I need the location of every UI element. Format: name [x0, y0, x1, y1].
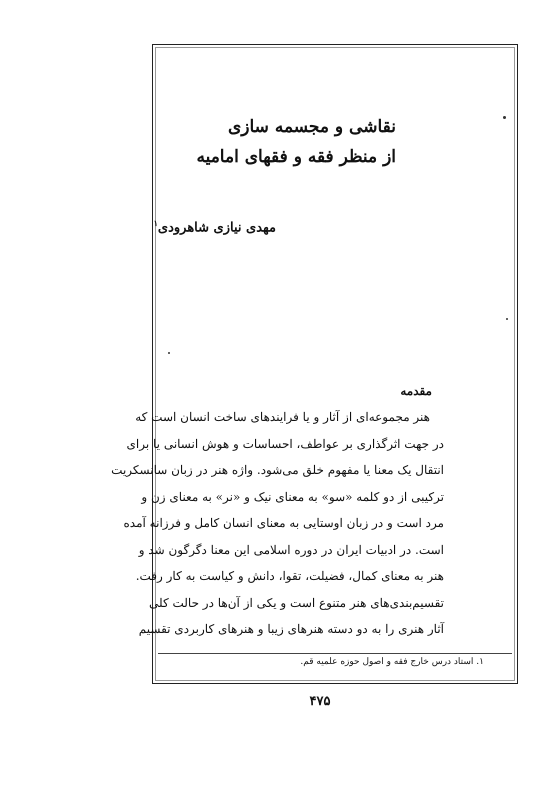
body-line: انتقال یک معنا یا مفهوم خلق می‌شود. واژه هنر در زبان سانسکریت [111, 463, 444, 477]
footnote-divider [158, 653, 512, 654]
author-footnote-mark: ۱ [153, 218, 158, 228]
scan-speck [168, 352, 170, 354]
scan-speck [503, 116, 506, 119]
body-line: مرد است و در زبان اوستایی به معنای انسان کامل و فرزانه آمده [123, 516, 444, 530]
footnote: ۱. استاد درس خارج فقه و اصول حوزه علمیه قم. [300, 657, 484, 667]
body-line: آثار هنری را به دو دسته هنرهای زیبا و هنرهای کاربردی تقسیم [138, 622, 444, 636]
scan-speck [506, 318, 508, 320]
author-line [153, 218, 276, 236]
body-line: در جهت اثرگذاری بر عواطف، احساسات و هوش انسانی یا برای [126, 436, 444, 451]
body-line: ترکیبی از دو کلمه «سو» به معنای نیک و «نر» به معنای زن و [141, 489, 444, 504]
section-heading: مقدمه [400, 384, 432, 398]
body-line: تقسیم‌بندی‌های هنر متنوع است و یکی از آن‌ها در حالت کلی [148, 595, 444, 610]
body-line: هنر به معنای کمال، فضیلت، تقوا، دانش و کیاست به کار رفت. [135, 569, 444, 583]
body-line: است. در ادبیات ایران در دوره اسلامی این معنا دگرگون شد و [138, 542, 444, 557]
body-line: هنر مجموعه‌ای از آثار و یا فرایندهای ساخت انسان است که [135, 410, 430, 424]
author-name: مهدی نیازی شاهرودی [157, 220, 276, 236]
article-title [160, 112, 396, 172]
title-line-1: نقاشی و مجسمه سازی [227, 117, 396, 137]
title-line-2: از منظر فقه و فقهای امامیه [196, 147, 396, 167]
page-number: ۴۷۵ [309, 694, 331, 709]
body-paragraph [111, 404, 444, 643]
